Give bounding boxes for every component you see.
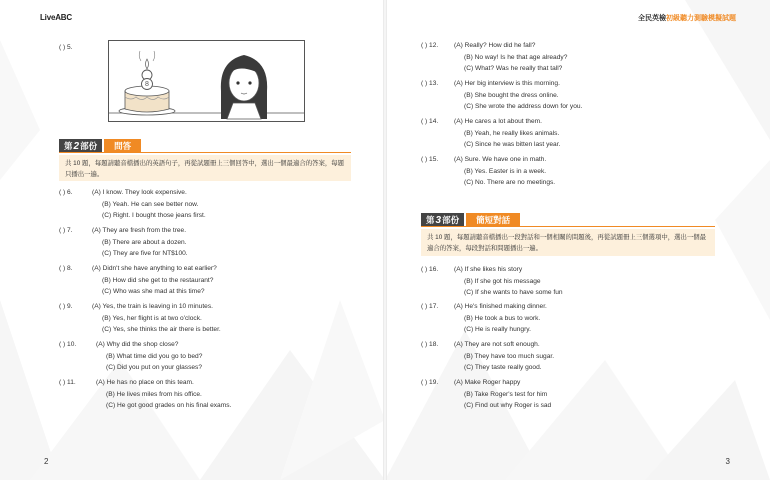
section-2-title: 問答 — [104, 139, 141, 153]
section-2-label: 第 2 部份 — [59, 139, 102, 153]
section-3-instructions: 共 10 題，每題請聽音檔播出一段對話和一個相關的問題後，再從試題冊上三個選項中，選出一個最適合的答案，每段對話和問題播出一遍。 — [421, 229, 715, 256]
book-gutter — [383, 0, 387, 480]
running-header: 全民英檢初級聽力測驗模擬試題 — [638, 15, 736, 22]
page-number: 2 — [44, 457, 49, 466]
birthday-cake-illustration — [108, 40, 305, 122]
page-number: 3 — [725, 457, 730, 466]
section-3-label: 第 3 部份 — [421, 213, 464, 227]
section-2-header — [59, 139, 141, 153]
section-3-header — [421, 213, 520, 227]
left-page: LiveABC ( ) 5. 8 第 2 部份 問答 共 10 題，每題請聽音檔播出的英語句子，再從試題冊上三個回答中，選出一個最適合的答案，每題只播出一遍。 ( ) 6. (A) I know. They look expensive. (B) Yeah. He can see better now. (C) Right. I bought those jeans first. ( ) 7. (A) They are fresh from the tree. (B) There are about a dozen. (C) They are five for NT$100. ( ) 8. (A) Didn't she have anything to eat earlier? (B) How did she get to the restaurant? (C) Who was she mad at this time? ( ) 9. (A) Yes, the train is leaving in 10 minutes. (B) Yes, her flight is at two o'clock. (C) Yes, she thinks the air there is better. ( ) 10. (A) Why did the shop close? (B) What time did you go to bed? (C) Did you put on your glasses? ( ) 11. (A) He has no place on this team. (B) He lives miles from his office. (C) He got good grades on his final exams. 2 — [0, 0, 385, 480]
section-divider — [421, 226, 715, 227]
question-number: ( ) 5. — [59, 44, 73, 51]
brand-logo: LiveABC — [40, 13, 72, 22]
right-page: 全民英檢初級聽力測驗模擬試題 ( ) 12. (A) Really? How did he fall? (B) No way! Is he that age already? (C) What? Was he really that tall? ( ) 13. (A) Her big interview is this morning. (B) She bought the dress online. (C) She wrote the address down for you. ( ) 14. (A) He cares a lot about them. (B) Yeah, he really likes animals. (C) Since he was bitten last year. ( ) 15. (A) Sure. We have one in math. (B) Yes. Easter is in a week. (C) No. There are no meetings. 第 3 部份 簡短對話 共 10 題，每題請聽音檔播出一段對話和一個相關的問題後，再從試題冊上三個選項中，選出一個最適合的答案，每段對話和問題播出一遍。 ( ) 16. (A) If she likes his story (B) If she got his message (C) If she wants to have some fun ( ) 17. (A) He's finished making dinner. (B) He took a bus to work. (C) He is really hungry. ( ) 18. (A) They are not soft enough. (B) They have too much sugar. (C) They taste really good. ( ) 19. (A) Make Roger happy (B) Take Roger's test for him (C) Find out why Roger is sad 3 — [385, 0, 770, 480]
section-3-title: 簡短對話 — [466, 213, 520, 227]
svg-text:8: 8 — [145, 81, 149, 88]
section-2-instructions: 共 10 題，每題請聽音檔播出的英語句子，再從試題冊上三個回答中，選出一個最適合的答案，每題只播出一遍。 — [59, 155, 351, 181]
section-divider — [59, 152, 351, 153]
